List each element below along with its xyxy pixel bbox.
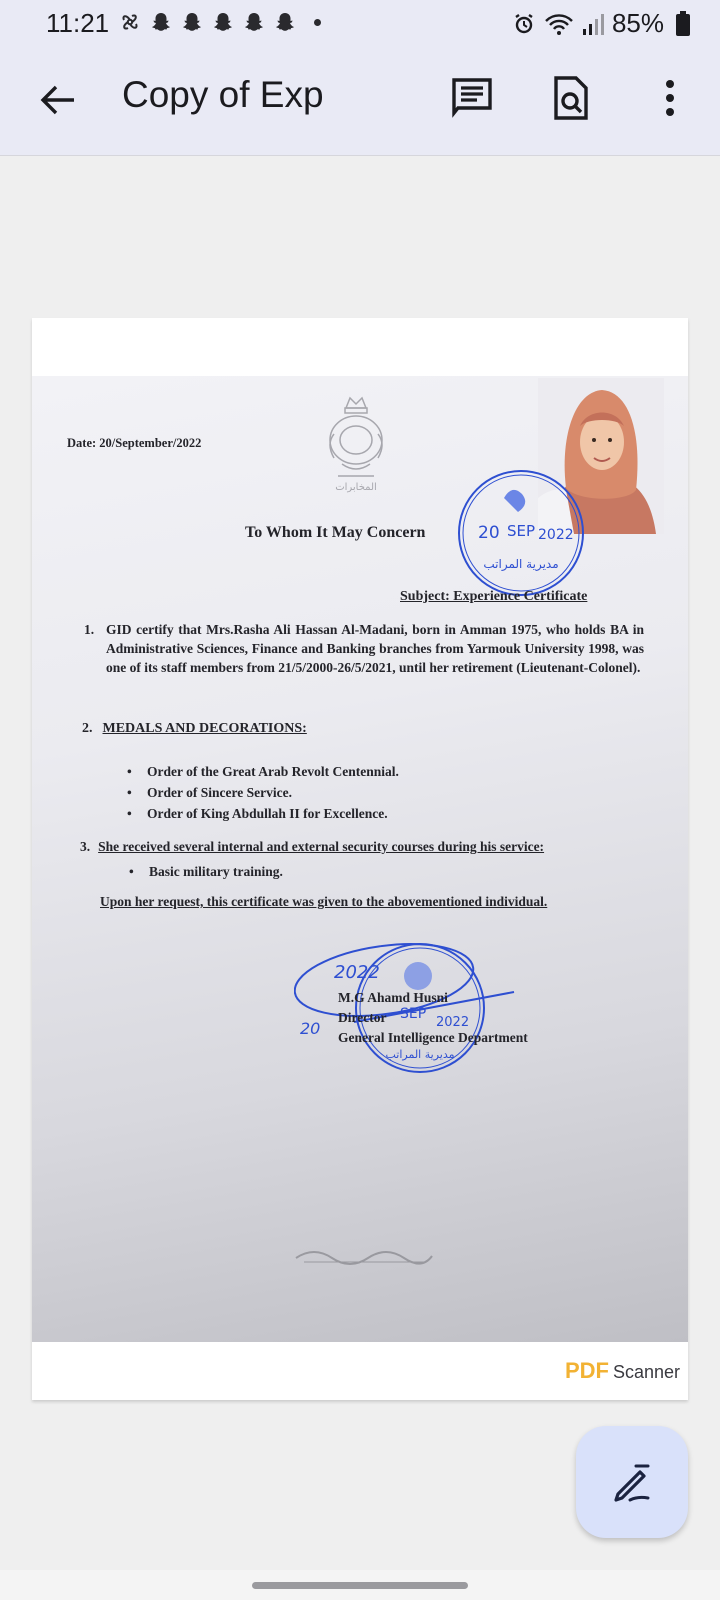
handwritten-20: 20 xyxy=(300,1019,321,1038)
system-nav-bar xyxy=(0,1570,720,1600)
app-bar xyxy=(0,48,720,156)
svg-text:ﺍﻟﻤﺨﺎﺑﺮﺍﺕ: ﺍﻟﻤﺨﺎﺑﺮﺍﺕ xyxy=(335,482,377,493)
section-courses-heading xyxy=(80,839,544,855)
document-date: Date: 20/September/2022 xyxy=(67,436,202,450)
stamp-year: 2022 xyxy=(538,527,574,543)
snapchat-icon xyxy=(180,10,204,34)
document-page[interactable] xyxy=(32,318,688,1400)
item-number: 3. xyxy=(80,839,91,854)
pdf-scanner-watermark xyxy=(565,1358,680,1384)
battery-icon xyxy=(676,14,690,36)
official-stamp-top xyxy=(454,468,588,598)
stamp-month: SEP xyxy=(400,1006,427,1022)
employment-text: GID certify that Mrs.Rasha Ali Hassan Al-Madani, born in Amman 1975, who holds BA in Administrative Sciences, Finance and Banking branches from Yarmouk University 1998, was one of its staff members from 21/5/2000-26/5/2021, until her retirement (Lieutenant-Colonel). xyxy=(106,622,644,675)
signal-icon xyxy=(582,12,604,36)
battery-percent: 85% xyxy=(611,8,664,38)
fan-icon xyxy=(118,10,142,34)
status-bar xyxy=(0,0,720,48)
comment-icon[interactable] xyxy=(448,74,496,122)
watermark-pdf: PDF xyxy=(564,1358,609,1383)
document-subject: Subject: Experience Certificate xyxy=(400,589,588,604)
signature-block xyxy=(338,988,528,1048)
snapchat-icon xyxy=(242,10,266,34)
section-medals-heading xyxy=(82,721,307,737)
handwritten-date: 2022 xyxy=(334,962,380,983)
medals-list xyxy=(127,761,399,824)
courses-list xyxy=(129,864,283,880)
paragraph-employment xyxy=(84,620,644,677)
more-notifications-dot xyxy=(314,19,321,26)
snapchat-icon xyxy=(149,10,173,34)
stamp-arabic-text: مديرية المراتب xyxy=(483,557,559,571)
edit-fab-button[interactable] xyxy=(576,1426,688,1538)
medals-title: MEDALS AND DECORATIONS: xyxy=(102,721,307,736)
notification-icons xyxy=(118,10,321,34)
gesture-handle[interactable] xyxy=(252,1582,468,1589)
stamp-year: 2022 xyxy=(436,1015,470,1030)
snapchat-icon xyxy=(273,10,297,34)
stamp-day: 20 xyxy=(478,523,500,543)
find-in-page-icon[interactable] xyxy=(546,74,594,122)
signatory-department: General Intelligence Department xyxy=(338,1030,528,1045)
courses-title: She received several internal and external security courses during his service: xyxy=(98,839,545,854)
scanned-image xyxy=(32,376,688,1342)
royal-crest-emblem xyxy=(320,394,392,494)
course-item: • Basic military training. xyxy=(129,864,283,880)
edit-pen-icon xyxy=(610,1460,654,1504)
item-number: 1. xyxy=(84,622,95,637)
wifi-icon xyxy=(544,12,574,36)
stamp-arabic-text: مديرية المراتب xyxy=(385,1048,455,1061)
closing-statement: Upon her request, this certificate was given to the abovementioned individual. xyxy=(100,894,548,909)
snapchat-icon xyxy=(211,10,235,34)
stamp-month: SEP xyxy=(507,522,536,540)
document-heading: To Whom It May Concern xyxy=(245,524,426,541)
document-title: Copy of Exp xyxy=(122,74,324,115)
medal-item: • Order of the Great Arab Revolt Centennial. xyxy=(127,761,399,782)
more-vert-icon[interactable] xyxy=(646,74,694,122)
item-number: 2. xyxy=(82,721,93,736)
alarm-icon xyxy=(512,12,536,36)
signatory-role: Director xyxy=(338,1010,387,1025)
status-time: 11:21 xyxy=(46,8,110,38)
footer-emblem xyxy=(294,1244,434,1266)
watermark-scanner: Scanner xyxy=(612,1362,680,1382)
signatory-name: M.G Ahamd Husni xyxy=(338,990,448,1005)
medal-item: • Order of Sincere Service. xyxy=(127,782,399,803)
medal-item: • Order of King Abdullah II for Excellence. xyxy=(127,803,399,824)
arrow-back-icon[interactable] xyxy=(34,76,82,124)
system-status xyxy=(512,8,664,39)
